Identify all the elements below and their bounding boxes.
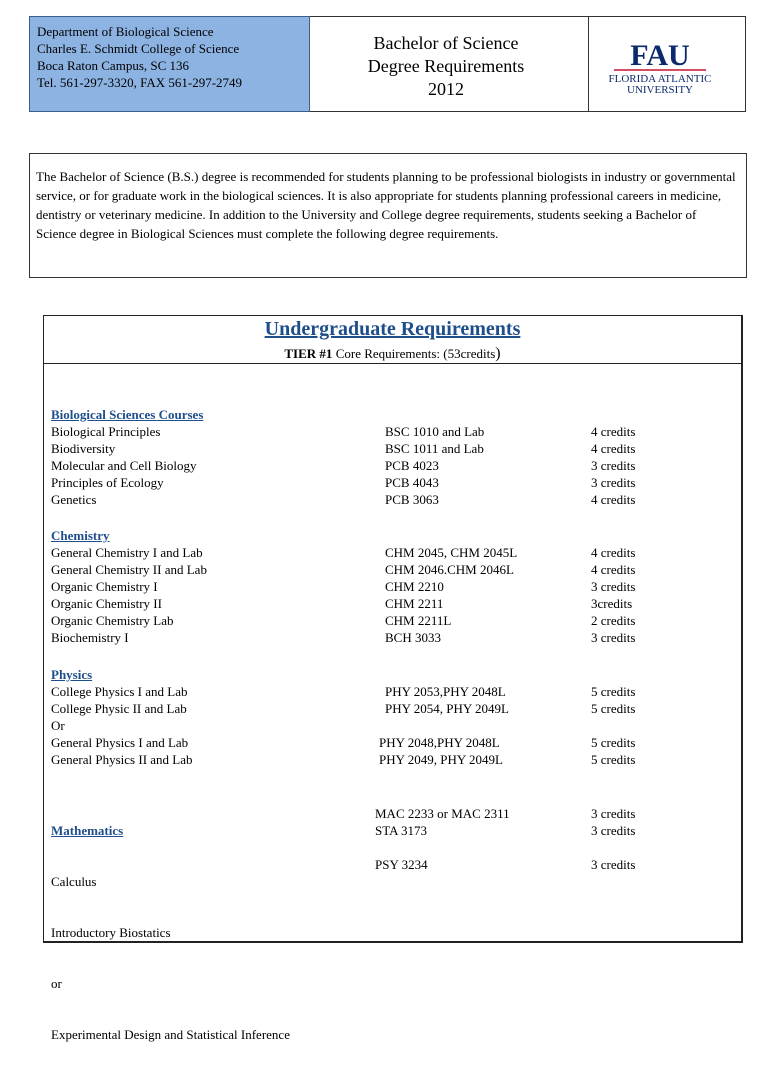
- requirements-title: Undergraduate Requirements: [264, 318, 521, 340]
- course-name: College Physics I and Lab: [51, 684, 188, 699]
- dept-line: Boca Raton Campus, SC 136: [37, 58, 190, 73]
- department-info: [29, 16, 310, 112]
- course-name: Calculus: [51, 874, 97, 889]
- section-title-phys: Physics: [51, 667, 93, 682]
- cell-divider: [588, 17, 589, 112]
- math-credit-b: [591, 856, 711, 873]
- course-name: Principles of Ecology: [51, 475, 164, 490]
- phys-courses: [51, 666, 351, 768]
- credit-value: 3 credits: [591, 458, 636, 473]
- course-code: PCB 4043: [385, 475, 439, 490]
- requirements-box: [43, 315, 743, 1042]
- course-code: BCH 3033: [385, 630, 441, 645]
- dept-line: Tel. 561-297-3320, FAX 561-297-2749: [37, 75, 243, 90]
- section-title-math: Mathematics: [51, 823, 124, 838]
- course-code: PSY 3234: [375, 857, 428, 872]
- math-code-b: [375, 856, 585, 873]
- course-name: College Physic II and Lab: [51, 701, 187, 716]
- credit-value: 3 credits: [591, 823, 636, 838]
- course-code: BSC 1010 and Lab: [385, 424, 485, 439]
- chem-codes: [385, 544, 585, 646]
- course-name: Organic Chemistry I: [51, 579, 158, 594]
- credit-value: 3 credits: [591, 579, 636, 594]
- bio-credits: [591, 423, 711, 508]
- course-code: CHM 2210: [385, 579, 444, 594]
- course-name: Biochemistry I: [51, 630, 129, 645]
- course-name: General Physics I and Lab: [51, 735, 189, 750]
- math-courses: [51, 788, 371, 1077]
- tier-text: Core Requirements: (53credits: [332, 346, 496, 361]
- credit-value: 5 credits: [591, 735, 636, 750]
- fau-logo: [596, 37, 724, 95]
- credit-value: 5 credits: [591, 684, 636, 699]
- course-code: MAC 2233 or MAC 2311: [375, 806, 510, 821]
- credit-value: 4 credits: [591, 545, 636, 560]
- course-name: Molecular and Cell Biology: [51, 458, 197, 473]
- course-code: PHY 2054, PHY 2049L: [385, 701, 509, 716]
- course-code: CHM 2211L: [385, 613, 452, 628]
- intro-text: The Bachelor of Science (B.S.) degree is recommended for students planning to be professional biologists in industry or governmental service, or for graduate work in the biological sciences. It is also appropriate for students planning professional careers in medicine, dentistry or veterinary medicine. In addition to the University and College degree requirements, students seeking a Bachelor of Science degree in Biological Sciences must complete the following degree requirements.: [36, 169, 736, 241]
- course-name: Biological Principles: [51, 424, 161, 439]
- course-code: PHY 2049, PHY 2049L: [379, 752, 503, 767]
- course-name: General Chemistry II and Lab: [51, 562, 207, 577]
- title-line: Degree Requirements: [367, 56, 525, 76]
- course-code: PCB 3063: [385, 492, 439, 507]
- credit-value: 4 credits: [591, 424, 636, 439]
- credit-value: 4 credits: [591, 492, 636, 507]
- phys-codes-a: [385, 683, 585, 717]
- course-name: Or: [51, 718, 65, 733]
- section-title-bio: Biological Sciences Courses: [51, 407, 204, 422]
- document-title: [310, 16, 582, 112]
- phys-codes-b: [379, 734, 589, 768]
- math-credits-a: [591, 805, 711, 839]
- credit-value: 5 credits: [591, 752, 636, 767]
- chem-credits: [591, 544, 711, 646]
- course-name: General Chemistry I and Lab: [51, 545, 203, 560]
- chem-courses: [51, 527, 351, 646]
- course-name: Organic Chemistry II: [51, 596, 162, 611]
- credit-value: 4 credits: [591, 562, 636, 577]
- title-year: 2012: [428, 79, 464, 99]
- intro-box: [29, 153, 747, 278]
- course-code: CHM 2211: [385, 596, 444, 611]
- course-name: Organic Chemistry Lab: [51, 613, 174, 628]
- course-code: CHM 2046.CHM 2046L: [385, 562, 514, 577]
- tier-subtitle: [44, 345, 741, 363]
- course-name: General Physics II and Lab: [51, 752, 193, 767]
- course-name: Introductory Biostatics: [51, 925, 171, 940]
- title-line: Bachelor of Science: [373, 33, 519, 53]
- section-title-chem: Chemistry: [51, 528, 110, 543]
- credit-value: 3 credits: [591, 806, 636, 821]
- course-code: CHM 2045, CHM 2045L: [385, 545, 518, 560]
- course-code: BSC 1011 and Lab: [385, 441, 484, 456]
- dept-line: Department of Biological Science: [37, 24, 214, 39]
- course-code: PHY 2053,PHY 2048L: [385, 684, 506, 699]
- course-code: PCB 4023: [385, 458, 439, 473]
- bio-codes: [385, 423, 585, 508]
- phys-credits-a: [591, 683, 711, 717]
- course-name: Experimental Design and Statistical Inference: [51, 1027, 290, 1042]
- course-name: Biodiversity: [51, 441, 116, 456]
- credit-value: 3 credits: [591, 630, 636, 645]
- logo-line1: FLORIDA ATLANTIC: [608, 73, 712, 85]
- credit-value: 3 credits: [591, 857, 636, 872]
- logo-line2: UNIVERSITY: [627, 84, 693, 95]
- credit-value: 3credits: [591, 596, 633, 611]
- course-name: or: [51, 976, 62, 991]
- tier-label: TIER #1: [284, 346, 333, 361]
- course-code: PHY 2048,PHY 2048L: [379, 735, 500, 750]
- logo-mark: FAU: [630, 39, 690, 72]
- credit-value: 3 credits: [591, 475, 636, 490]
- logo-cell: [582, 16, 746, 112]
- credit-value: 4 credits: [591, 441, 636, 456]
- credit-value: 2 credits: [591, 613, 636, 628]
- credit-value: 5 credits: [591, 701, 636, 716]
- course-code: STA 3173: [375, 823, 428, 838]
- tier-close: ): [495, 345, 501, 362]
- bio-courses: [51, 406, 351, 508]
- phys-credits-b: [591, 734, 711, 768]
- course-name: Genetics: [51, 492, 97, 507]
- math-codes-a: [375, 805, 585, 839]
- dept-line: Charles E. Schmidt College of Science: [37, 41, 240, 56]
- requirements-header: [44, 316, 741, 364]
